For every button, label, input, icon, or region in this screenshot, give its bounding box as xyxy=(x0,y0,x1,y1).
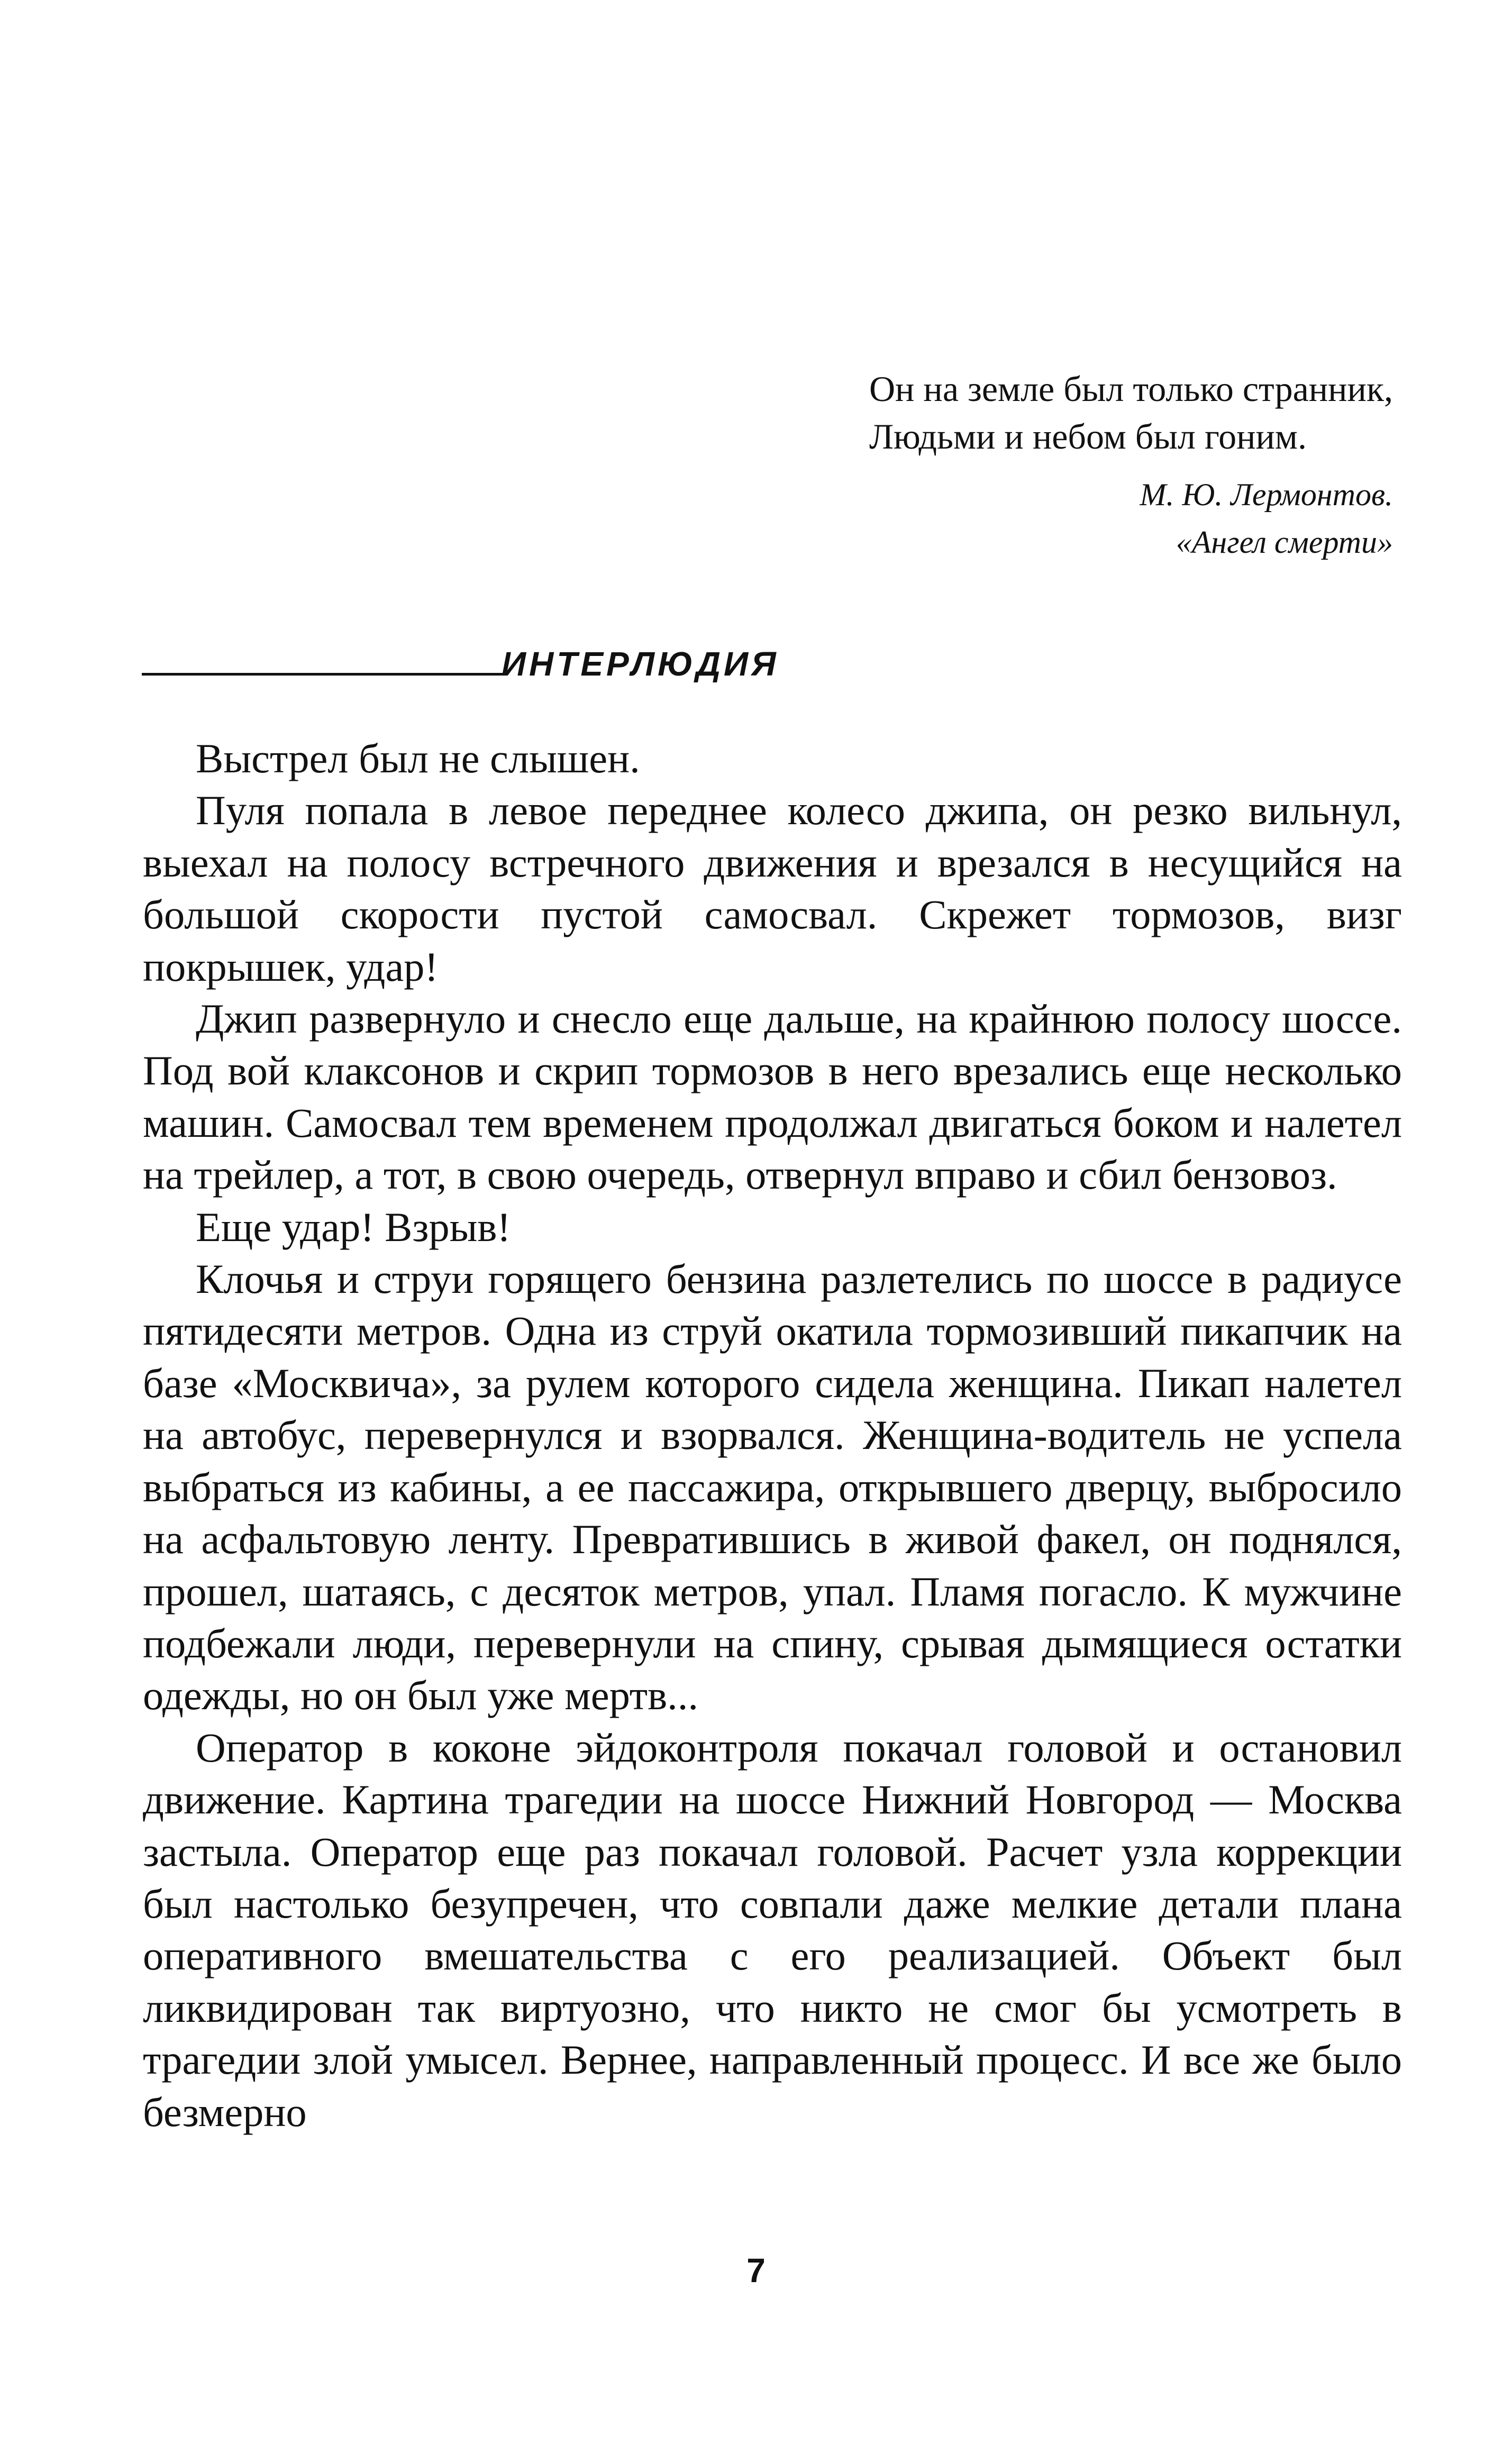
epigraph xyxy=(869,365,1393,460)
section-heading xyxy=(142,632,779,685)
page-number: 7 xyxy=(746,2251,766,2290)
body-text xyxy=(143,733,1402,2138)
epigraph-line: Он на земле был только странник, xyxy=(869,369,1393,409)
paragraph: Оператор в коконе эйдоконтроля покачал головой и остановил движение. Картина трагедии на шоссе Нижний Новгород — Москва застыла. Оператор еще раз покачал головой. Расчет узла коррекции был настолько безупречен, что совпали даже мелкие детали плана оперативного вмешательства с его реализацией. Объект был ликвидирован так виртуозно, что никто не смог бы усмотреть в трагедии злой умысел. Вернее, направленный процесс. И все же было безмерно xyxy=(143,1724,1402,2135)
epigraph-work: «Ангел смерти» xyxy=(1176,525,1393,560)
paragraph: Джип развернуло и снесло еще дальше, на крайнюю полосу шоссе. Под вой клаксонов и скрип тормозов в него врезались еще несколько машин. Самосвал тем временем продолжал двигаться боком и налетел на трейлер, а тот, в свою очередь, отвернул вправо и сбил бензовоз. xyxy=(143,996,1402,1198)
section-title: ИНТЕРЛЮДИЯ xyxy=(502,645,779,683)
epigraph-author: М. Ю. Лермонтов. xyxy=(1140,477,1393,512)
epigraph-attribution xyxy=(1140,471,1393,566)
paragraph: Пуля попала в левое переднее колесо джипа, он резко вильнул, выехал на полосу встречного движения и врезался в несущийся на большой скорости пустой самосвал. Скрежет тормозов, визг покрышек, удар! xyxy=(143,787,1402,990)
paragraph: Клочья и струи горящего бензина разлетелись по шоссе в радиусе пятидесяти метров. Одна из струй окатила тормозивший пикапчик на базе «Москвича», за рулем которого сидела женщина. Пикап налетел на автобус, перевернулся и взорвался. Женщина-водитель не успела выбраться из кабины, а ее пассажира, открывшего дверцу, выбросило на асфальтовую ленту. Превратившись в живой факел, он поднялся, прошел, шатаясь, с десяток метров, упал. Пламя погасло. К мужчине подбежали люди, перевернули на спину, срывая дымящиеся остатки одежды, но он был уже мертв... xyxy=(143,1256,1402,1719)
paragraph: Выстрел был не слышен. xyxy=(196,735,640,781)
heading-rule xyxy=(142,673,507,676)
epigraph-line: Людьми и небом был гоним. xyxy=(869,416,1307,457)
paragraph: Еще удар! Взрыв! xyxy=(196,1203,511,1250)
